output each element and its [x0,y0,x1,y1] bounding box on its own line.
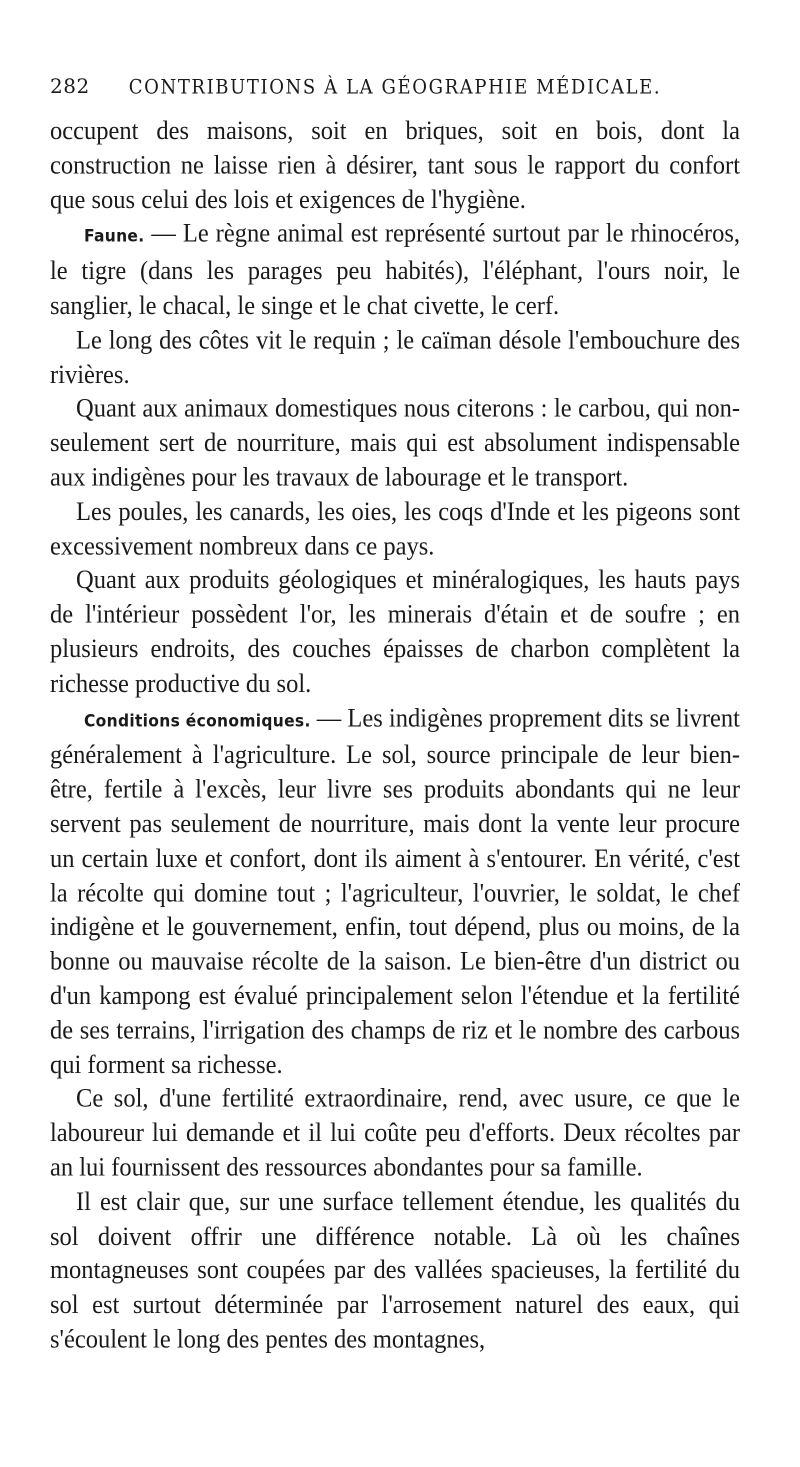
paragraph-5 [50,495,740,564]
section-heading-conditions-economiques: Conditions économiques. [84,710,311,731]
paragraph-text: Les poules, les canards, les oies, les coqs d'Inde et les pigeons sont excessivement nombreux dans ce pays. [50,497,740,561]
paragraph-1 [50,114,740,217]
paragraph-text: Le long des côtes vit le requin ; le caïman désole l'embouchure des rivières. [50,325,740,389]
paragraph-text: — Le règne animal est représenté surtout par le rhinocéros, le tigre (dans les parages peu habités), l'éléphant, l'ours noir, le sanglier, le chacal, le singe et le chat civette, le cerf. [50,219,740,321]
paragraph-3 [50,323,740,392]
paragraph-9 [50,1185,740,1357]
paragraph-text: Il est clair que, sur une surface tellement étendue, les qualités du sol doivent offrir une différence notable. Là où les chaînes montagneuses sont coupées par des vallées spacieuses, la fertilité du sol est surtout déterminée par l'arrosement naturel des eaux, qui s'écoulent le long des pentes des montagnes, [50,1187,740,1354]
running-title: CONTRIBUTIONS À LA GÉOGRAPHIE MÉDICALE. [128,76,662,99]
paragraph-text: Quant aux produits géologiques et minéralogiques, les hauts pays de l'intérieur possèdent l'or, les minerais d'étain et de soufre ; en plusieurs endroits, des couches épaisses de charbon complètent la richesse productive du sol. [50,565,740,699]
paragraph-text: — Les indigènes proprement dits se livrent généralement à l'agriculture. Le sol, source principale de leur bien-être, fertile à l'excès, leur livre ses produits abondants qui ne leur servent pas seulement de nourriture, mais dont la vente leur procure un certain luxe et confort, dont ils aiment à s'entourer. En vérité, c'est la récolte qui domine tout ; l'agriculteur, l'ouvrier, le soldat, le chef indigène et le gouvernement, enfin, tout dépend, plus ou moins, de la bonne ou mauvaise récolte de la saison. Le bien-être d'un district ou d'un kampong est évalué principalement selon l'étendue et la fertilité de ses terrains, l'irrigation des champs de riz et le nombre des carbous qui forment sa richesse. [50,703,740,1079]
book-page [50,74,740,1354]
paragraph-8 [50,1082,740,1185]
paragraph-6 [50,564,740,701]
page-number: 282 [50,74,90,98]
paragraph-text: Ce sol, d'une fertilité extraordinaire, rend, avec usure, ce que le laboureur lui demande et il lui coûte peu d'efforts. Deux récoltes par an lui fournissent des ressources abondantes pour sa famille. [50,1084,740,1183]
paragraph-faune [50,217,740,323]
paragraph-4 [50,392,740,495]
section-heading-faune: Faune. [84,226,145,247]
page-header [50,74,740,114]
paragraph-conditions [50,701,740,1082]
paragraph-text: Quant aux animaux domestiques nous citerons : le carbou, qui non-seulement sert de nourriture, mais qui est absolument indispensable aux indigènes pour les travaux de labourage et le transport. [50,394,740,492]
paragraph-text: occupent des maisons, soit en briques, soit en bois, dont la construction ne laisse rien à désirer, tant sous le rapport du confort que sous celui des lois et exigences de l'hygiène. [50,116,740,215]
body-text [50,114,740,1357]
